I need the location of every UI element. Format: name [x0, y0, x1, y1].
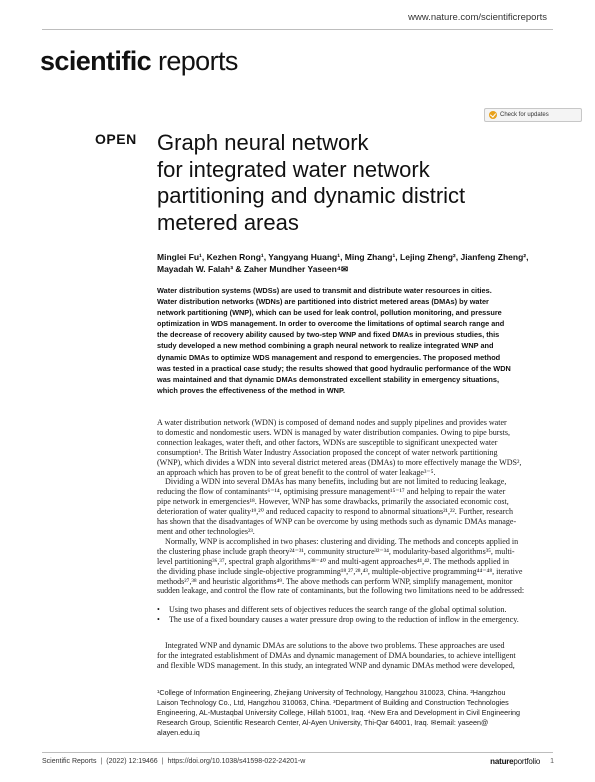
- journal-logo-regular: reports: [157, 46, 238, 76]
- bullet-icon: •: [157, 615, 160, 624]
- body-line: and flexible WDS management. In this study, an integrated WNP and dynamic DMAs method were developed,: [157, 660, 515, 670]
- publisher-bold: nature: [490, 757, 514, 766]
- continuation-text: [157, 641, 562, 671]
- list-item-text: Using two phases and different sets of objectives reduces the search range of the global optimal solution.: [169, 605, 507, 614]
- publisher-logo: [490, 757, 540, 766]
- affiliation-line: ¹College of Information Engineering, Zhejiang University of Technology, Hangzhou 310023, China. ²Hangzhou: [157, 688, 506, 697]
- body-line: the dividing phase include single-objective programming¹⁸,²⁷,²⁸,⁴³, multiple-objective programming⁴⁴⁻⁴⁸, iterative: [157, 566, 523, 576]
- body-line: an approach which has proven to be of great benefit to the control of water leakage³⁻⁵.: [157, 467, 436, 477]
- page-footer: [42, 757, 554, 766]
- affiliation-line: Research Group, Scientific Research Center, Al-Ayen University, Thi-Qar 64001, Iraq. ✉email: yaseen@: [157, 718, 489, 728]
- body-line: consumption¹. The British Water Industry Association proposed the concept of water network partitioning: [157, 447, 498, 457]
- abstract-line: which proves the effectiveness of the method in WNP.: [157, 385, 345, 395]
- body-line: Dividing a WDN into several DMAs has many benefits, including but are not limited to reducing leakage,: [157, 477, 507, 487]
- abstract: [157, 285, 562, 396]
- journal-url[interactable]: www.nature.com/scientificreports: [408, 12, 547, 23]
- journal-logo[interactable]: [40, 46, 238, 77]
- affiliations: [157, 688, 567, 738]
- footer-separator: |: [100, 758, 103, 765]
- open-access-label: OPEN: [95, 131, 137, 147]
- header-divider: [42, 29, 553, 30]
- list-item: [157, 615, 562, 625]
- author-line: Minglei Fu¹, Kezhen Rong¹, Yangyang Huang¹, Ming Zhang¹, Lejing Zheng², Jianfeng Zheng²,: [157, 252, 529, 262]
- title-line: Graph neural network: [157, 130, 369, 155]
- body-line: level partitioning³⁶,³⁷, spectral graph algorithms³⁸⁻⁴⁰ and multi-agent approaches⁴¹,⁴². The methods applied in: [157, 556, 509, 566]
- body-line: pipe network in emergencies¹⁸. However, WNP has some drawbacks, primarily the associated economic cost,: [157, 497, 509, 507]
- body-line: reducing the flow of contaminants⁶⁻¹⁴, optimising pressure management¹⁵⁻¹⁷ and helping to repair the water: [157, 487, 506, 497]
- title-line: for integrated water network: [157, 156, 430, 182]
- affiliation-line: Engineering, AL-Mustaqbal University College, Hillah 51001, Iraq. ⁴New Era and Development in Civil Engineering: [157, 708, 521, 718]
- body-line: deterioration of water quality¹⁹,²⁰ and reduced capacity to respond to abnormal situations²¹,²². Further, research: [157, 507, 514, 517]
- abstract-line: network partitioning (WNP), which can be used for leak control, pollution monitoring, and pressure: [157, 308, 502, 318]
- abstract-line: study developed a new method combining a graph neural network to realize integrated WNP and: [157, 341, 494, 351]
- abstract-line: Water distribution systems (WDSs) are used to transmit and distribute water resources in cities.: [157, 286, 492, 295]
- body-line: has shown that the disadvantages of WNP can be overcome by using methods such as dynamic DMAs manage-: [157, 517, 517, 527]
- footer-divider: [42, 752, 553, 753]
- doi-link[interactable]: https://doi.org/10.1038/s41598-022-24201-w: [167, 758, 306, 765]
- abstract-line: dynamic DMAs to optimize WDS management and respond to emergencies. The proposed method: [157, 352, 501, 362]
- publisher-regular: portfolio: [513, 757, 541, 766]
- author-list: [157, 251, 567, 275]
- abstract-line: the decrease of recovery ability caused by two-step WNP and fixed DMAs in previous studies, this: [157, 330, 500, 340]
- check-badge-icon: [489, 111, 497, 119]
- footer-volume: (2022) 12:19466: [106, 758, 158, 765]
- abstract-line: Water distribution networks (WDNs) are partitioned into district metered areas (DMAs) by water: [157, 297, 489, 307]
- journal-logo-bold: scientific: [40, 46, 152, 76]
- body-line: A water distribution network (WDN) is composed of demand nodes and supply pipelines and provides water: [157, 418, 507, 427]
- body-line: to domestic and nondomestic users. WDN is managed by water distribution companies. Owing to pipe bursts,: [157, 427, 510, 437]
- check-for-updates-label: Check for updates: [500, 112, 549, 118]
- title-line: metered areas: [157, 209, 299, 235]
- affiliation-line: alayen.edu.iq: [157, 728, 200, 738]
- limitations-list: [157, 605, 562, 625]
- body-line: the clustering phase include graph theory²⁴⁻³¹, community structure³²⁻³⁴, modularity-based algorithms³⁵, multi-: [157, 546, 515, 556]
- title-line: partitioning and dynamic district: [157, 183, 466, 208]
- list-item-text: The use of a fixed boundary causes a water pressure drop owing to the reduction of inflow in the emergency.: [169, 615, 519, 624]
- body-line: for the integrated establishment of DMAs and dynamic management of DMA boundaries, to achieve intelligent: [157, 650, 516, 660]
- body-line: ment and other technologies²³.: [157, 526, 255, 536]
- bullet-icon: •: [157, 605, 160, 614]
- list-item: [157, 605, 562, 615]
- introduction-text: [157, 418, 557, 596]
- abstract-line: was tested in a practical case study; the results showed that good hydraulic performance of the WDN: [157, 363, 511, 373]
- body-line: sudden leakage, and control the flow rate of contaminants, but the following two limitations need to be addressed:: [157, 586, 525, 596]
- body-line: (WNP), which divides a WDN into several district metered areas (DMAs) to more effectively manage the WDS²,: [157, 457, 522, 467]
- affiliation-line: Laison Technology Co., Ltd, Hangzhou 310063, China. ³Department of Building and Construction Technologies: [157, 698, 509, 708]
- body-line: Normally, WNP is accomplished in two phases: clustering and dividing. The methods and concepts applied in: [157, 536, 519, 546]
- footer-journal: Scientific Reports: [42, 758, 97, 765]
- body-line: Integrated WNP and dynamic DMAs are solutions to the above two problems. These approaches are used: [157, 641, 505, 650]
- author-line: Mayadah W. Falah³ & Zaher Mundher Yaseen⁴✉: [157, 264, 349, 274]
- body-line: connection leakages, water theft, and other factors, WDNs are susceptible to significant unexpected water: [157, 437, 498, 447]
- abstract-line: was maintained and that dynamic DMAs demonstrated excellent stability in emergency situations,: [157, 374, 499, 384]
- article-title: [157, 130, 557, 236]
- abstract-line: optimization in WDS management. In order to overcome the limitations of optimal search range and: [157, 319, 505, 329]
- page-number: 1: [550, 758, 554, 765]
- footer-separator: |: [161, 758, 164, 765]
- body-line: methods²⁷,³⁸ and heuristic algorithms⁴⁹. The above methods can perform WNP, simplify management, monitor: [157, 576, 513, 586]
- check-for-updates-button[interactable]: [484, 108, 582, 122]
